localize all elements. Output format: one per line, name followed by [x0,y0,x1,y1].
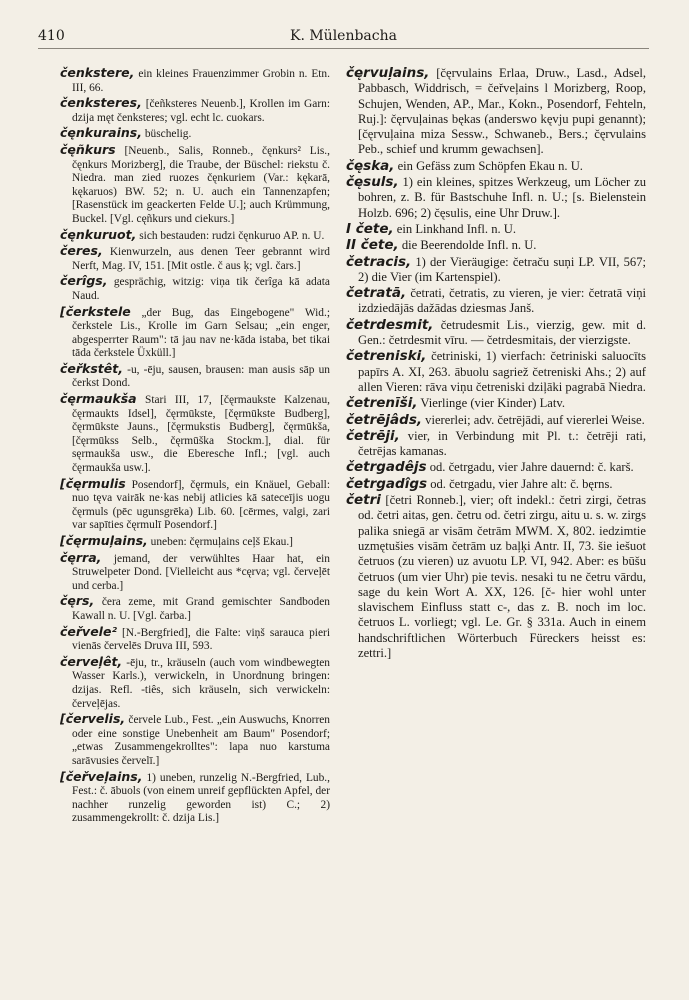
entry-definition: ein Linkhand Infl. n. U. [396,221,517,236]
entry-definition: sich bestauden: rudzi čęnkuruo AP. n. U. [139,229,325,242]
entry-definition: Kienwurzeln, aus denen Teer gebrannt wird Nerft, Mag. IV, 151. [Mit ostle. č aus ķ; vgl. čars.] [72,246,330,272]
entry-headword: čeres, [60,243,103,259]
dictionary-entry [346,238,646,253]
entry-headword: čeřkstêt, [60,360,123,376]
entry-headword: čęnkuruot, [60,226,137,242]
right-column [346,66,646,992]
dictionary-entry [346,493,646,661]
dictionary-entry [346,429,646,460]
entry-headword: [čeřveļains, [60,768,143,784]
dictionary-entry [60,305,330,361]
dictionary-entry [346,222,646,237]
dictionary-entry [346,318,646,349]
entry-headword: čeřvele² [60,623,117,639]
entry-headword: čęrs, [60,593,95,609]
entry-headword: četrdesmit, [346,316,434,333]
entry-definition: gesprächig, witzig: viņa tik čerîga kā adata Naud. [72,276,330,302]
dictionary-entry [60,534,330,550]
entry-headword: čęrvuļains, [346,66,430,81]
entry-definition: Vierlinge (vier Kinder) Latv. [420,396,565,411]
entry-headword: četrējâds, [346,411,422,428]
dictionary-entry [346,175,646,221]
page-header [38,28,649,44]
entry-definition: četriniski, 1) vierfach: četriniski saluocīts papīrs A. XI, 263. ābuolu sagriež četreniski Ahs.; 2) auf allen Vieren: rāva viņu četreniski dziļāki pagrabā Niedra. [358,349,646,394]
entry-headword: [červelis, [60,711,126,727]
entry-definition: „der Bug, das Eingebogene" Wid.; čerkstele Lis., Krolle im Garn Selsau; „ein enger, abgesperrter Raum": tā jau nav ne·kāda istaba, bet tikai tāda čerkstele Üxküll.] [72,306,330,360]
entry-definition: [čeñksteres Neuenb.], Krollen im Garn: dzija męt čenksteres; vgl. echt lc. cuokars. [72,98,330,124]
dictionary-entry [60,712,330,768]
entry-headword: čenksteres, [60,95,142,111]
entry-definition: 1) uneben, runzelig N.-Bergfried, Lub., Fest.: č. ābuols (von einem unreif gepflückten Apfel, der nachher runzelig geworden ist) C.; 2) zusammengekrollt: č. dzija Lis.] [72,771,330,825]
entry-headword: četracis, [346,253,412,270]
header-rule [38,48,649,49]
dictionary-entry [60,274,330,303]
dictionary-entry [346,255,646,286]
entry-headword: [čerkstele [60,303,131,319]
entry-definition: jemand, der verwühltes Haar hat, ein Struwelpeter Dond. [Vielleicht aus *cęrva; vgl. červeļēt und cerba.] [72,552,330,592]
dictionary-entry [346,477,646,492]
entry-definition: ein Gefäss zum Schöpfen Ekau n. U. [397,158,583,173]
entry-headword: červeļêt, [60,653,123,669]
entry-definition: četrati, četratis, zu vieren, je vier: četratā viņi izdziedājās dažādas dziesmas Janš. [358,286,646,316]
entry-headword: čerîgs, [60,273,108,289]
dictionary-entry [60,770,330,826]
entry-definition: -ēju, tr., kräuseln (auch vom windbewegten Wasser Karls.), verwickeln, in Unordnung bringen: dzijas. Refl. -tiês, sich kräuseln, sich verwickeln: červeļējas. [72,656,330,710]
entry-definition: [četri Ronneb.], vier; oft indekl.: četri zirgi, četras od. četri aitas, gen. četru od. četri zirgu, aitu u. s. w. zirgs palika sniegā ar visām četrām MWM. X, 802. iedzimtie uzmętušies visām četrām uz baļķi Antr. II, 73. šie iešuot četruos (zu vieren) uz avuotu LP. VI, 942. Aber: es būšu četruos (um vier Uhr) pie tevis. nesaki tu ne četru vārdu, sage du kein Wort A. XX, 126. [č- hier wohl unter slavischem Einfluss statt c-, das z. B. noch im loc. četruos L. vorliegt; vgl. Le. Gr. § 331a. Auch in einem handschriftlichen Wörterbuch Füreckers heisst es: zettri.] [358,493,646,660]
entry-definition: četrudesmit Lis., vierzig, gew. mit d. Gen.: četrdesmit vīru. — četrdesmitais, der vierzigste. [358,317,646,348]
dictionary-entry [60,66,330,95]
entry-definition: červele Lub., Fest. „ein Auswuchs, Knorren oder eine sonstige Unebenheit am Baum" Posendorf; „etwas Zusammengekrolltes": lapa nuo karstuma sarāvusies červelī.] [72,714,330,767]
entry-headword: čęrmaukša [60,391,137,407]
entry-definition: od. četrgadu, vier Jahre alt: č. bęrns. [430,476,613,491]
dictionary-entry [60,477,330,533]
dictionary-entry [60,143,330,227]
entry-definition: [čęrvulains Erlaa, Druw., Lasd., Adsel, Pabbasch, Widdrisch, = čeřveļains l Morizberg, Roop, Schujen, Wenden, AP., Mar., Kokn., Posendorf, Fehteln, Ruj.]: čęrvuļainas bękas (anderswo kęvju pupi genannt); [čęrvuļaina miza Sessw., Schwaneb., Bers.; čęrvulains Peb., schief und krumm gewachsen]. [358,66,646,157]
entry-headword: četreniski, [346,348,427,365]
dictionary-entry [60,244,330,273]
dictionary-entry [60,551,330,594]
dictionary-entry [60,228,330,244]
entry-headword: četrenīši, [346,395,418,412]
entry-definition: Posendorf], čęrmuls, ein Knäuel, Geball: nuo tęva vairāk ne·kas nebij atlicies kā sateceījis uogu čęrmuls (pēc ugunsgrēka) Lib. 60. [cērmes, valgi, zari var sapīties čęrmulī Posendorf.] [72,478,330,532]
entry-definition: [N.-Bergfried], die Falte: viņš saraucа pieri vienās červelēs Druva III, 593. [72,626,330,653]
entry-headword: čęska, [346,157,395,174]
entry-definition: 1) der Vieräugige: četraču suņi LP. VII, 567; 2) die Vier (im Kartenspiel). [358,254,646,284]
entry-definition: [Neuenb., Salis, Ronneb., čęnkurs² Lis., čęnkurs Morizberg], die Traube, der Büschel: riekstu č. Niedra. man zied ruozes čęnkuriem (Var.: kękarā, kękaruos) BW. 52; n. U. auch ein Tannenzapfen; [Rasenstück im geackerten Felde U.]; auch Krümmung, Buckel. [Vgl. cęñkurs und ciekurs.] [72,144,330,225]
dictionary-entry [346,413,646,428]
entry-definition: 1) ein kleines, spitzes Werkzeug, um Löcher zu bohren, z. B. für Bastschuhe Infl. n. U.; [s. Bielenstein Holzb. 696; 2) čęsulis, eine Uhr Druw.]. [358,175,646,220]
entry-definition: viererlei; adv. četrējādi, auf viererlei Weise. [425,412,645,427]
entry-headword: čenkstere, [60,66,135,80]
dictionary-entry [346,66,646,158]
entry-definition: čera zeme, mit Grand gemischter Sandboden Kawall n. U. [Vgl. čarba.] [72,596,330,622]
dictionary-entry [60,625,330,654]
dictionary-entry [346,159,646,174]
dictionary-entry [60,362,330,391]
entry-headword: [čęrmuļains, [60,533,148,548]
dictionary-entry [346,286,646,317]
dictionary-entry [60,392,330,476]
entry-headword: [čęrmulis [60,475,126,491]
entry-headword: četrgadêjs [346,459,427,476]
dictionary-entry [60,655,330,711]
entry-definition: -u, -ēju, sausen, brausen: man ausis sāp un čerkst Dond. [72,363,330,390]
dictionary-entry [346,349,646,395]
left-column [60,66,330,992]
dictionary-entry [346,396,646,411]
entry-headword: čęrra, [60,549,102,565]
entry-headword: četri [346,492,381,509]
entry-headword: čęñkurs [60,141,116,157]
entry-definition: vier, in Verbindung mit Pl. t.: četrēji rati, četrējas kamanas. [358,428,646,459]
entry-definition: uneben: čęrmuļains ceļš Ekau.] [150,536,293,548]
running-title: K. Mülenbacha [289,28,397,44]
entry-definition: od. četrgadu, vier Jahre dauernd: č. karš. [429,460,634,475]
entry-headword: čęsuls, [346,174,399,191]
dictionary-entry [60,126,330,142]
entry-definition: die Beerendolde Infl. n. U. [401,238,537,253]
dictionary-entry [346,460,646,475]
entry-headword: četrgadîgs [346,475,428,492]
entry-definition: Stari III, 17, [čęrmaukste Kalzenau, čęrmaukts Idsel], čęrmūkste, [čęrmūkste Budberg], čęrmūkste Jauns., [čęrmukstis Budberg], čęrmūkša, [čęrmūkss Selb., čęrmūška Stockm.], dial. für sęrmaukša usw., die Eberesche Infl.; [vgl. auch čęrmaukša usw.]. [72,394,330,475]
dictionary-entry [60,594,330,623]
entry-headword: četrēji, [346,427,400,444]
dictionary-entry [60,96,330,125]
entry-definition: büschelig. [144,128,192,141]
entry-headword: čęnkurains, [60,125,142,141]
entry-headword: četratā, [346,285,407,302]
entry-definition: ein kleines Frauenzimmer Grobin n. Etn. III, 66. [72,68,330,94]
page-number: 410 [38,28,65,44]
entry-headword: I čete, [346,220,394,237]
entry-headword: II čete, [346,237,399,254]
